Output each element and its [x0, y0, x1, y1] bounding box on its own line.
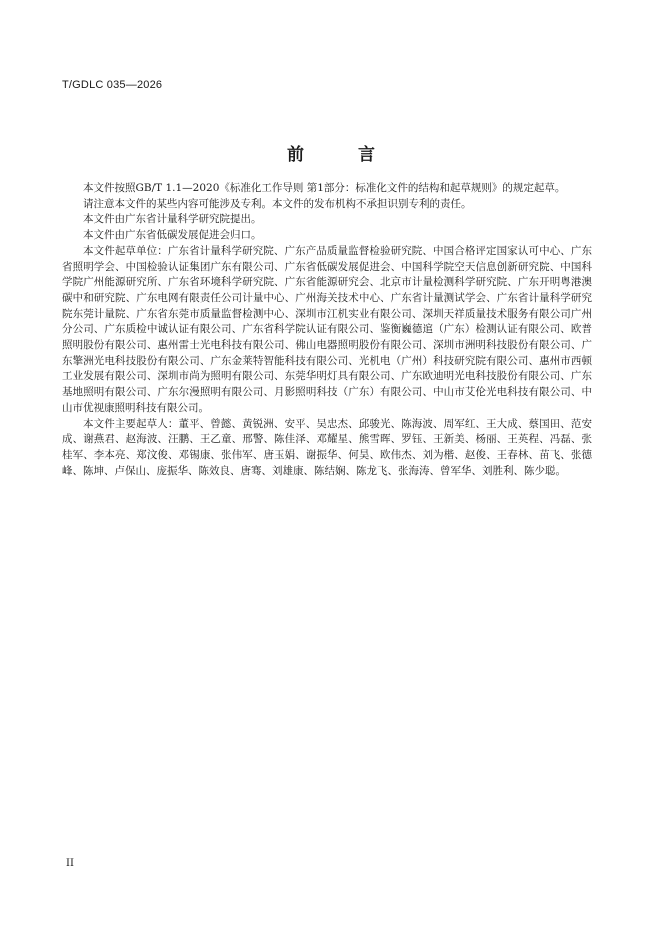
paragraph-standard-basis: 本文件按照GB/T 1.1—2020《标准化工作导则 第1部分：标准化文件的结构和起草规则》的规定起草。: [83, 182, 566, 194]
paragraph-drafters: 本文件主要起草人：董平、曾懿、黄锐洲、安平、吴忠杰、邱骏光、陈海波、周军红、王大成、蔡国田、范安成、谢燕君、赵海波、汪鹏、王乙童、邢警、陈佳泽、邓耀星、熊雪晖、罗钰、王新美、杨丽、王英程、冯磊、张桂军、李本亮、郑汶俊、邓锡康、张伟军、唐玉娟、谢振华、何昊、欧伟杰、刘为楷、赵俊、王春林、苗飞、张德峰、陈坤、卢保山、庞振华、陈效良、唐骞、刘雄康、陈结娴、陈龙飞、张海涛、曾军华、刘胜利、陈少聪。: [62, 417, 592, 477]
page-number: II: [66, 858, 74, 869]
standard-code: T/GDLC 035—2026: [62, 79, 163, 91]
paragraph-administrator: 本文件由广东省低碳发展促进会归口。: [83, 229, 262, 242]
paragraph-patent-notice: 请注意本文件的某些内容可能涉及专利。本文件的发布机构不承担识别专利的责任。: [83, 197, 472, 210]
paragraph-proposer: 本文件由广东省计量科学研究院提出。: [83, 213, 262, 226]
foreword-body: [62, 181, 592, 479]
paragraph-drafting-units: 本文件起草单位：广东省计量科学研究院、广东产品质量监督检验研究院、中国合格评定国家认可中心、广东省照明学会、中国检验认证集团广东有限公司、广东省低碳发展促进会、中国科学院空天信息创新研究院、中国科学院广州能源研究所、广东省环境科学研究院、广东省能源研究会、北京市计量检测科学研究院、广东开明粤港澳碳中和研究院、广东电网有限责任公司计量中心、广州海关技术中心、广东省计量测试学会、广东省计量科学研究院东莞计量院、广东省东莞市质量监督检测中心、深圳市江机实业有限公司、深圳天祥质量技术服务有限公司广州分公司、广东质检中诚认证有限公司、广东省科学院认证有限公司、鉴衡巍德逭（广东）检测认证有限公司、欧普照明股份有限公司、惠州雷士光电科技有限公司、佛山电器照明股份有限公司、深圳市洲明科技股份有限公司、广东擎洲光电科技股份有限公司、广东金莱特智能科技有限公司、光机电（广州）科技研究院有限公司、惠州市西顿工业发展有限公司、深圳市尚为照明有限公司、东莞华明灯具有限公司、广东欧迪明光电科技股份有限公司、广东基地照明有限公司、广东尔漫照明有限公司、月影照明科技（广东）有限公司、中山市艾伦光电科技有限公司、中山市优视康照明科技有限公司。: [62, 244, 592, 414]
section-title: 前 言: [287, 145, 399, 165]
